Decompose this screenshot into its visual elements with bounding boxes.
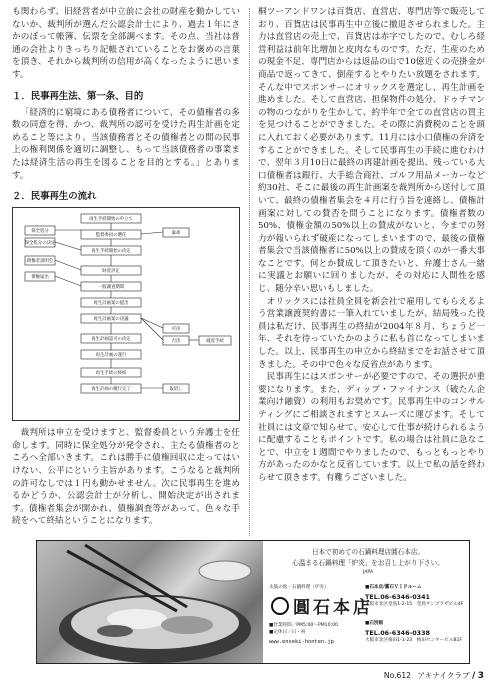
- svg-text:再生計画案の提出: 再生計画案の提出: [93, 301, 129, 307]
- flowchart-node: [25, 238, 56, 247]
- svg-text:再生計画案の決議: 再生計画案の決議: [93, 317, 129, 323]
- flowchart-node: [81, 298, 141, 307]
- left-column: [12, 6, 240, 528]
- flowchart-connector: [141, 318, 163, 340]
- svg-text:再生手続の終結: 再生手続の終結: [95, 371, 127, 377]
- section-heading-purpose: １．民事再生法、第一条、目的: [12, 90, 144, 102]
- ad-shop1-name: ■石本店/圓石ＶＩＰルーム: [365, 585, 422, 590]
- ad-shop2-phone: TEL.06-6346-0338: [365, 629, 430, 637]
- flowchart-svg: [13, 208, 239, 420]
- svg-text:財産評定: 財産評定: [102, 269, 120, 275]
- page-number: 3: [477, 671, 484, 681]
- flowchart-node: [163, 384, 189, 393]
- ad-shop2-name: ■石別館: [365, 621, 384, 626]
- flowchart-connector: [55, 242, 81, 250]
- restaurant-advertisement: [36, 540, 470, 664]
- restaurant-logo-text: 圓石本店: [293, 598, 373, 618]
- right-paragraph-2: オリックスには社員全員を新会社で雇用してもらえるよう営業譲渡契約書に一筆入れていましたが、結局残った役員は私だけ、民事再生の終結が2004年８月、ちょうど一年、それを待っていたかのように私も首になってしまいました。以上、民事再生の申立から終結までをお話させて頂きました。その中で色々な反省点があります。: [258, 296, 485, 370]
- ad-hours: ■営業時間／PM5:00～PM10:00: [269, 623, 338, 628]
- left-paragraph-2: 「経済的に窮境にある債務者について、その債権者の多数の同意を得、かつ、裁判所の認可を受けた再生計画を定めること等により、当該債務者とその債権者との間の民事上の権利関係を適切に調整し、もって当該債務者の事業または経済生活の再生を図ることを目的とする。」とあります。: [12, 107, 240, 181]
- svg-text:再生手続開始の決定: 再生手続開始の決定: [91, 249, 131, 255]
- svg-text:監督委員の選任: 監督委員の選任: [95, 233, 127, 239]
- right-column: [258, 6, 485, 485]
- column-divider: [249, 8, 250, 536]
- svg-text:再生計画の遂行: 再生計画の遂行: [95, 353, 127, 359]
- flowchart-node: [81, 282, 141, 291]
- svg-text:債権届出: 債権届出: [31, 275, 49, 281]
- flowchart-connector: [55, 276, 81, 286]
- flowchart-node: [163, 228, 189, 237]
- svg-text:債権者説明会: 債権者説明会: [26, 259, 54, 265]
- flowchart-node: [25, 272, 55, 281]
- ad-shop2-address: 大阪市北区梅田1-1-23 梅田センタービルB1F: [365, 638, 463, 643]
- flowchart-node: [81, 368, 141, 377]
- flowchart-node: [81, 230, 141, 239]
- ad-sub-mark: JAPA: [363, 570, 374, 575]
- svg-text:可決: 可決: [171, 327, 181, 333]
- food-photo-illustration: [37, 541, 263, 663]
- svg-text:保全処分: 保全処分: [31, 229, 49, 235]
- restaurant-logo: [271, 593, 373, 618]
- flowchart-node: [81, 350, 141, 359]
- flowchart-node: [199, 336, 231, 345]
- page-footer: No.612 アキナイクラブ / 3: [383, 671, 484, 681]
- left-paragraph-3: 裁判所は申立を受けますと、監督委員という弁護士を任命します。同時に保全処分が発令され、主たる債権者のところへ全部いきます。これは勝手に債権回収に走ってはいけない、公平にという主旨があります。こうなると裁判所の許可なしでは１円も動かせません。次に民事再生を進めるかどうか、公認会計士が分析し、開始決定が出されます。債権者集会が開かれ、債権調査等があって、色々な手続をへて終結ということになります。: [12, 428, 240, 527]
- magazine-name: アキナイクラブ: [417, 671, 470, 680]
- flowchart-node: [81, 384, 141, 393]
- svg-text:保全処分の決定: 保全処分の決定: [24, 241, 56, 247]
- flowchart-node: [81, 314, 141, 323]
- flowchart-connector: [141, 232, 163, 234]
- ad-holiday: ■定休日／日・祝: [269, 630, 306, 635]
- advertisement-details: [265, 541, 469, 663]
- ad-shop1-address: 大阪市北区堂島1-2-15 堂島サンプラザビル4F: [365, 602, 464, 607]
- right-paragraph-3: 民事再生にはスポンサーが必要ですので、その選択が重要になります。また、ディップ・ファイナンス（破たん企業向け融資）の利用もお奨めです。民事再生中のコンサルティングにご相談されますとスムーズに運びます。そして社員には文章で知らせて、安心して仕事が続けられるように配慮することもポイントです。私の場合は社員に急なことで、中立を１週間でやりましたので、もっともっとやり方があったのかなと反省しています。以上で私の話を終わらせて頂きます。有難うございました。: [258, 372, 485, 483]
- svg-text:再生手続開始の申立て: 再生手続開始の申立て: [89, 217, 133, 223]
- left-paragraph-1: も関わらず、旧経営者が中立前に会社の財産を動かしていないか、裁判所が選んだ公認会計士により、過去１年にさかのぼって帳簿、伝票を全部調べます。その点、当社は普通の会社よりきっちり記帳されていることをお褒めの言葉を頂き、それから裁判所の信用が高くなったように思います。: [12, 7, 240, 80]
- flowchart-connector: [55, 260, 81, 270]
- ad-website-link[interactable]: www.enseki-honten.jp: [269, 639, 334, 645]
- svg-text:棄却: 棄却: [171, 231, 181, 237]
- svg-text:取消し: 取消し: [169, 387, 183, 393]
- flowchart-node: [81, 246, 141, 255]
- svg-text:再生計画の履行完了: 再生計画の履行完了: [91, 387, 131, 393]
- ad-cuisine-note: 太鼓の他・石鍋料理（炉炎）: [269, 585, 329, 590]
- issue-number: No.612: [383, 671, 411, 680]
- section-heading-flow: ２．民事再生の流れ: [12, 191, 97, 203]
- logo-circle-icon: [271, 597, 289, 615]
- flowchart-node: [25, 226, 55, 235]
- flowchart-node: [81, 334, 141, 343]
- flowchart-connector: [141, 318, 163, 328]
- civil-rehabilitation-flowchart: [12, 207, 240, 421]
- svg-text:再生計画認可の決定: 再生計画認可の決定: [91, 337, 131, 343]
- flowchart-node: [163, 324, 189, 333]
- flowchart-node: [163, 336, 189, 345]
- ad-tagline-1: 日本で初めての石鍋料理店圓石本店。: [311, 548, 425, 556]
- ad-tagline-2: 心温まる石鍋料理「炉炎」をお召し上がり下さい。: [292, 559, 444, 567]
- flowchart-node: [81, 266, 141, 275]
- svg-text:否決: 否決: [171, 339, 181, 345]
- flowchart-node: [25, 256, 55, 265]
- ad-shop1-phone: TEL.06-6346-0341: [365, 593, 430, 601]
- flowchart-node: [81, 214, 141, 223]
- stone-pot-food-photo: [37, 541, 263, 663]
- svg-text:一般調査期間: 一般調査期間: [97, 285, 125, 291]
- right-paragraph-1: 桐ツーアンドワンは百貨店、直営店、専門店等で販売しており、百貨店は民事再生中立後に撤退させられました。主力は直営店の売上で、百貨店は赤字でしたので、むしろ経営利益は前年比増加と皮肉なものです。ただ、生産のための現金不足、専門店からは返品の山で10億近くの売掛金が商品で返ってきて、倒産するとやりたい放題をされます。そんな中でスポンサーにオリックスを選定し、再生計画を進めました。そして直営店、担保物件の処分、ドゥチマンの物のつながりを生かして、約半年で全ての直営店の買主を見つけることができました。その際に消費税のことを頭に入れておく必要があります。11月には小口債権の弁済をすることができました。そして民事再生の手続に進むわけで、翌年３月10日に最終の再建計画を提出、残っている大口債権者は銀行、大手総合商社、ゴルフ用品メーカーなど約30社、そこに最後の再生計画案を裁判所から送付して頂いて、最終の債権者集会を４月に行う旨を連絡し、債権計画案に対しての賛否を問うことになります。債権者数の50%、債権金額の50%以上の賛成がないと、今までの努力が報いられず破産になってしまいますので、最後の債権者集会で当該債権者に50%以上の賛成を頂くのが一番大事なことです。何とか賛成して頂きたいと、弁護士さん一緒に実議とお願いに回りましたが、その対応に人間性を感じ、随分辛い思いもしました。: [258, 7, 485, 295]
- svg-text:破産手続: 破産手続: [206, 339, 224, 345]
